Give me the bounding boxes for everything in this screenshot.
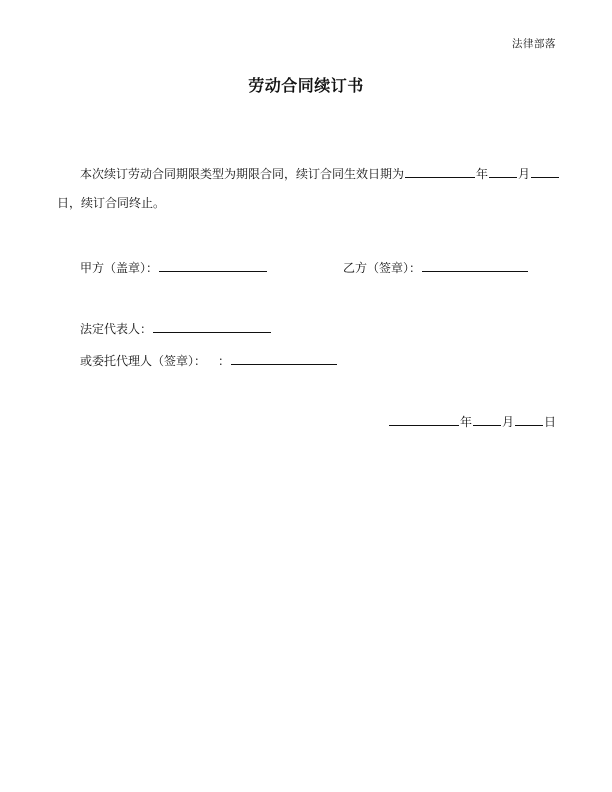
paragraph-text-end: 日，续订合同终止。 [57,196,166,210]
effective-year-blank[interactable] [405,165,475,178]
agent-colon: ： [218,354,231,368]
legal-rep-row [80,320,272,337]
month-label: 月 [518,167,531,181]
party-b-row [343,259,529,276]
effective-month-blank[interactable] [489,165,517,178]
document-title: 劳动合同续订书 [248,76,364,95]
party-a-label: 甲方（盖章）： [80,261,159,275]
legal-rep-label: 法定代表人： [80,322,153,336]
paragraph-line-1 [80,165,560,182]
party-b-signature-blank[interactable] [422,259,528,272]
source-label: 法律部落 [512,38,556,50]
year-label: 年 [476,167,489,181]
party-b-label: 乙方（签章）： [343,261,422,275]
signing-year-blank[interactable] [389,413,459,426]
paragraph-line-2 [57,195,165,211]
party-a-signature-blank[interactable] [159,259,267,272]
agent-row [80,352,338,369]
paragraph-text: 本次续订劳动合同期限类型为期限合同，续订合同生效日期为 [80,167,405,181]
signing-year-label: 年 [460,415,473,429]
agent-signature-blank[interactable] [231,352,337,365]
agent-label: 或委托代理人（签章）： [80,354,207,368]
signing-date-row [388,413,556,430]
legal-rep-signature-blank[interactable] [153,320,271,333]
signing-day-label: 日 [544,415,557,429]
signing-month-blank[interactable] [473,413,501,426]
effective-day-blank[interactable] [531,165,559,178]
signing-month-label: 月 [502,415,515,429]
party-a-row [80,259,268,276]
signing-day-blank[interactable] [515,413,543,426]
